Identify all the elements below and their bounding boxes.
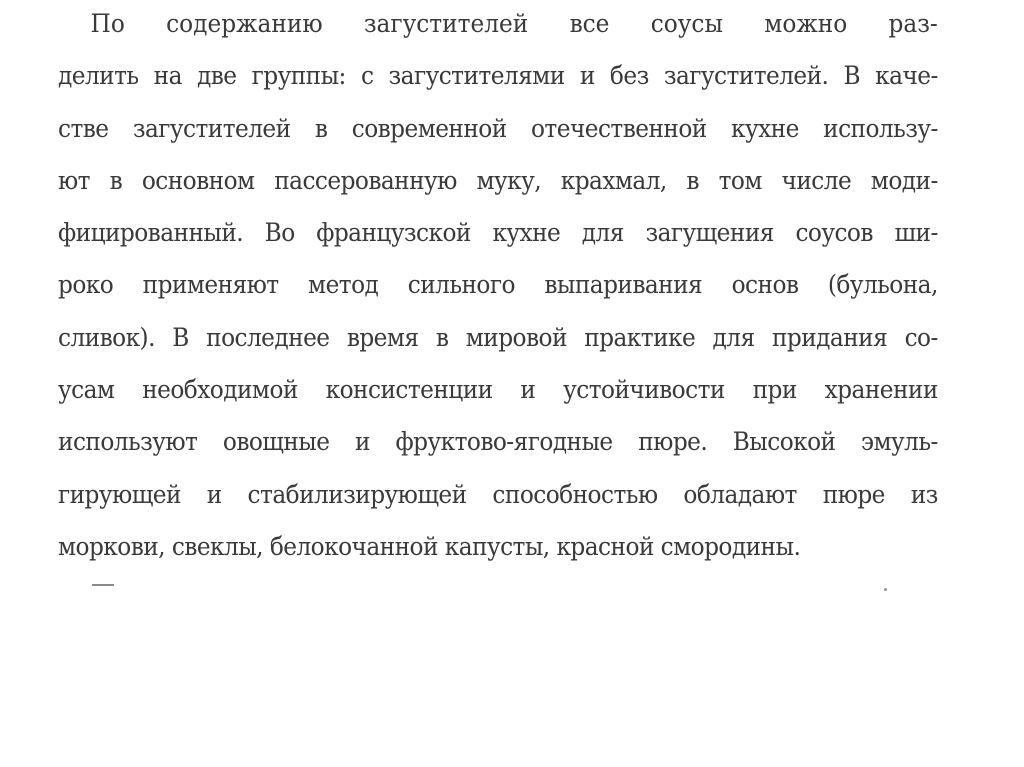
text-line-2: делить на две группы: с загустителями и без загустителей. В каче- xyxy=(58,61,938,91)
text-line-8: усам необходимой консистенции и устойчивости при хранении xyxy=(58,375,938,405)
text-line-10: гирующей и стабилизирующей способностью обладают пюре из xyxy=(58,479,938,509)
text-paragraph xyxy=(58,0,938,573)
scan-speck xyxy=(884,588,887,591)
text-line-6: роко применяют метод сильного выпаривания основ (бульона, xyxy=(58,270,938,300)
text-line-1: По содержанию загустителей все соусы можно раз- xyxy=(90,9,938,38)
text-line-9: используют овощные и фруктово-ягодные пюре. Высокой эмуль- xyxy=(58,427,938,457)
text-line-11: моркови, свеклы, белокочанной капусты, красной смородины. xyxy=(58,531,801,561)
text-line-4: ют в основном пассерованную муку, крахмал, в том числе моди- xyxy=(58,165,938,195)
text-line-5: фицированный. Во французской кухне для загущения соусов ши- xyxy=(58,218,938,248)
text-line-3: стве загустителей в современной отечественной кухне использу- xyxy=(58,113,938,143)
text-line-7: сливок). В последнее время в мировой практике для придания со- xyxy=(58,322,938,352)
cropped-text-fragment xyxy=(92,584,114,586)
